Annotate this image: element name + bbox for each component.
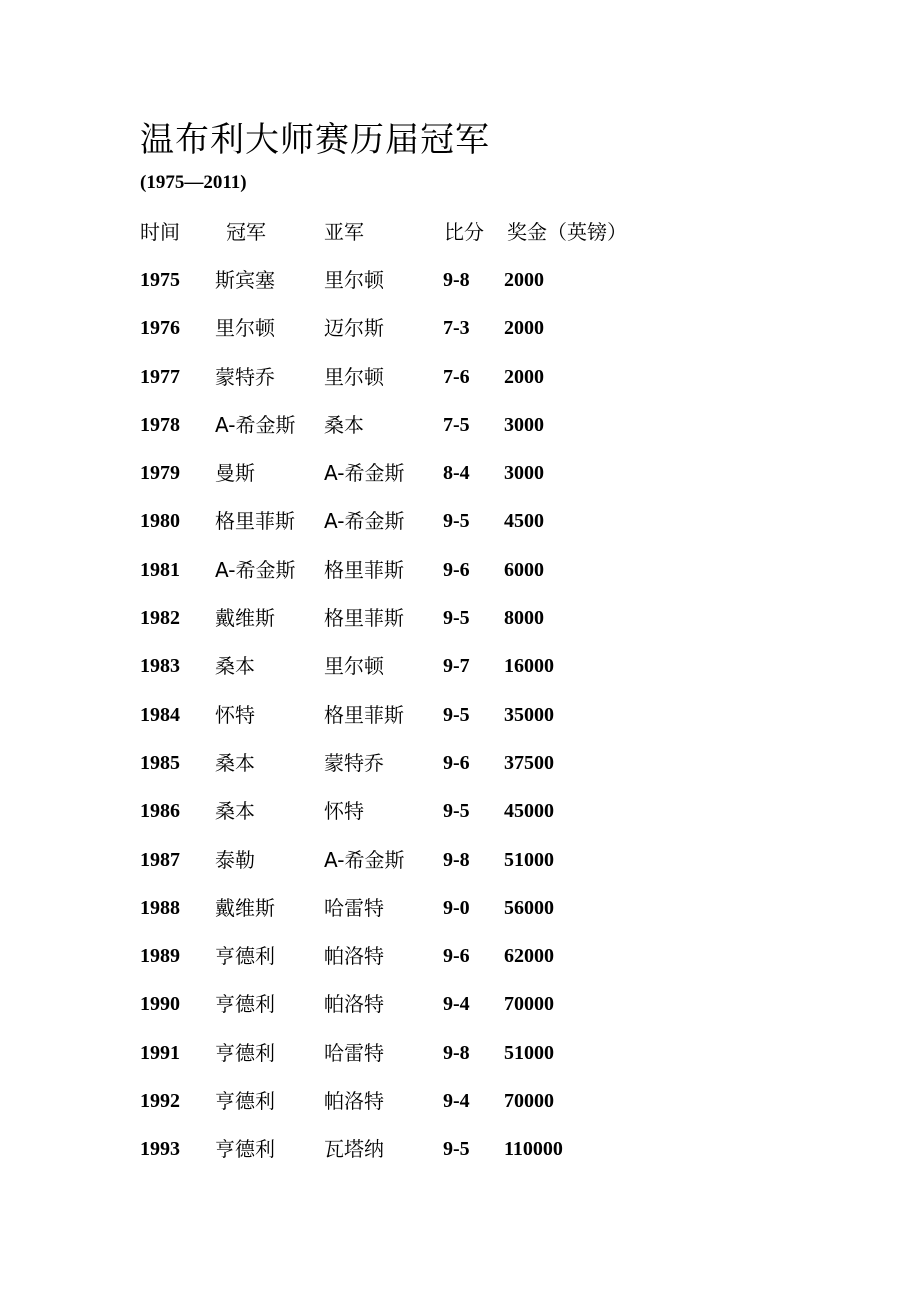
column-header-champion: 冠军 <box>226 220 266 244</box>
year-cell: 1985 <box>140 751 180 774</box>
year-cell: 1991 <box>140 1041 180 1064</box>
runner-up-cell: 格里菲斯 <box>324 702 404 727</box>
year-cell: 1976 <box>140 317 180 340</box>
year-cell: 1980 <box>140 510 180 533</box>
prize-cell: 37500 <box>504 751 554 774</box>
champion-cell: 戴维斯 <box>215 895 275 920</box>
score-cell: 9-4 <box>443 1090 470 1113</box>
prize-cell: 3000 <box>504 462 544 485</box>
column-header-runner-up: 亚军 <box>324 220 364 244</box>
table-row <box>0 1135 920 1183</box>
score-cell: 9-5 <box>443 1138 470 1161</box>
year-cell: 1981 <box>140 558 180 581</box>
prize-cell: 8000 <box>504 607 544 630</box>
score-cell: 9-5 <box>443 607 470 630</box>
champion-cell: A-希金斯 <box>215 557 296 582</box>
champion-cell: 怀特 <box>215 702 255 727</box>
score-cell: 9-6 <box>443 751 470 774</box>
table-row <box>0 990 920 1038</box>
runner-up-cell: 哈雷特 <box>324 895 384 920</box>
page-subtitle: (1975—2011) <box>140 172 247 193</box>
champion-cell: 戴维斯 <box>215 606 275 631</box>
table-row <box>0 1087 920 1135</box>
prize-cell: 16000 <box>504 655 554 678</box>
year-cell: 1977 <box>140 365 180 388</box>
runner-up-cell: 格里菲斯 <box>324 557 404 582</box>
champion-cell: A-希金斯 <box>215 412 296 437</box>
prize-cell: 70000 <box>504 993 554 1016</box>
table-row <box>0 363 920 411</box>
champion-cell: 亨德利 <box>215 992 275 1017</box>
year-cell: 1990 <box>140 993 180 1016</box>
score-cell: 7-3 <box>443 317 470 340</box>
score-cell: 9-5 <box>443 703 470 726</box>
prize-cell: 70000 <box>504 1090 554 1113</box>
prize-cell: 56000 <box>504 896 554 919</box>
year-cell: 1978 <box>140 413 180 436</box>
table-row <box>0 507 920 555</box>
runner-up-cell: A-希金斯 <box>324 509 405 534</box>
year-cell: 1987 <box>140 848 180 871</box>
runner-up-cell: 帕洛特 <box>324 1089 384 1114</box>
table-row <box>0 894 920 942</box>
champions-table <box>0 266 920 1184</box>
score-cell: 7-5 <box>443 413 470 436</box>
runner-up-cell: 桑本 <box>324 412 364 437</box>
runner-up-cell: 帕洛特 <box>324 944 384 969</box>
score-cell: 9-4 <box>443 993 470 1016</box>
score-cell: 9-5 <box>443 800 470 823</box>
column-header-prize: 奖金（英镑） <box>507 220 627 244</box>
runner-up-cell: 蒙特乔 <box>324 750 384 775</box>
prize-cell: 45000 <box>504 800 554 823</box>
table-row <box>0 942 920 990</box>
runner-up-cell: 格里菲斯 <box>324 606 404 631</box>
runner-up-cell: 帕洛特 <box>324 992 384 1017</box>
table-row <box>0 314 920 362</box>
table-row <box>0 797 920 845</box>
champion-cell: 亨德利 <box>215 944 275 969</box>
champion-cell: 斯宾塞 <box>215 268 275 292</box>
prize-cell: 51000 <box>504 848 554 871</box>
prize-cell: 51000 <box>504 1041 554 1064</box>
runner-up-cell: 迈尔斯 <box>324 316 384 341</box>
champion-cell: 桑本 <box>215 799 255 824</box>
prize-cell: 62000 <box>504 945 554 968</box>
year-cell: 1975 <box>140 269 180 291</box>
table-header <box>0 218 920 248</box>
table-row <box>0 604 920 652</box>
champion-cell: 亨德利 <box>215 1040 275 1065</box>
table-row <box>0 749 920 797</box>
runner-up-cell: A-希金斯 <box>324 847 405 872</box>
score-cell: 8-4 <box>443 462 470 485</box>
champion-cell: 亨德利 <box>215 1089 275 1114</box>
runner-up-cell: 怀特 <box>324 799 364 824</box>
score-cell: 9-8 <box>443 269 470 291</box>
score-cell: 9-8 <box>443 1041 470 1064</box>
champion-cell: 格里菲斯 <box>215 509 295 534</box>
year-cell: 1993 <box>140 1138 180 1161</box>
prize-cell: 3000 <box>504 413 544 436</box>
score-cell: 9-7 <box>443 655 470 678</box>
prize-cell: 2000 <box>504 365 544 388</box>
table-row <box>0 701 920 749</box>
year-cell: 1986 <box>140 800 180 823</box>
champion-cell: 泰勒 <box>215 847 255 872</box>
prize-cell: 6000 <box>504 558 544 581</box>
year-cell: 1984 <box>140 703 180 726</box>
champion-cell: 里尔顿 <box>215 316 275 341</box>
runner-up-cell: A-希金斯 <box>324 461 405 486</box>
score-cell: 7-6 <box>443 365 470 388</box>
table-row <box>0 411 920 459</box>
runner-up-cell: 哈雷特 <box>324 1040 384 1065</box>
prize-cell: 110000 <box>504 1138 563 1161</box>
page-title: 温布利大师赛历届冠军 <box>140 120 490 160</box>
champion-cell: 曼斯 <box>215 461 255 486</box>
champion-cell: 亨德利 <box>215 1137 275 1162</box>
prize-cell: 2000 <box>504 317 544 340</box>
score-cell: 9-5 <box>443 510 470 533</box>
table-row <box>0 266 920 314</box>
runner-up-cell: 瓦塔纳 <box>324 1137 384 1162</box>
year-cell: 1983 <box>140 655 180 678</box>
runner-up-cell: 里尔顿 <box>324 268 384 292</box>
table-row <box>0 846 920 894</box>
table-row <box>0 1039 920 1087</box>
score-cell: 9-8 <box>443 848 470 871</box>
score-cell: 9-6 <box>443 558 470 581</box>
year-cell: 1988 <box>140 896 180 919</box>
champion-cell: 桑本 <box>215 750 255 775</box>
column-header-year: 时间 <box>140 220 180 244</box>
runner-up-cell: 里尔顿 <box>324 654 384 679</box>
runner-up-cell: 里尔顿 <box>324 364 384 389</box>
year-cell: 1992 <box>140 1090 180 1113</box>
column-header-score: 比分 <box>444 220 484 244</box>
table-row <box>0 652 920 700</box>
prize-cell: 35000 <box>504 703 554 726</box>
prize-cell: 4500 <box>504 510 544 533</box>
score-cell: 9-0 <box>443 896 470 919</box>
year-cell: 1982 <box>140 607 180 630</box>
champion-cell: 蒙特乔 <box>215 364 275 389</box>
table-row <box>0 459 920 507</box>
champion-cell: 桑本 <box>215 654 255 679</box>
year-cell: 1979 <box>140 462 180 485</box>
year-cell: 1989 <box>140 945 180 968</box>
score-cell: 9-6 <box>443 945 470 968</box>
table-row <box>0 556 920 604</box>
prize-cell: 2000 <box>504 269 544 291</box>
